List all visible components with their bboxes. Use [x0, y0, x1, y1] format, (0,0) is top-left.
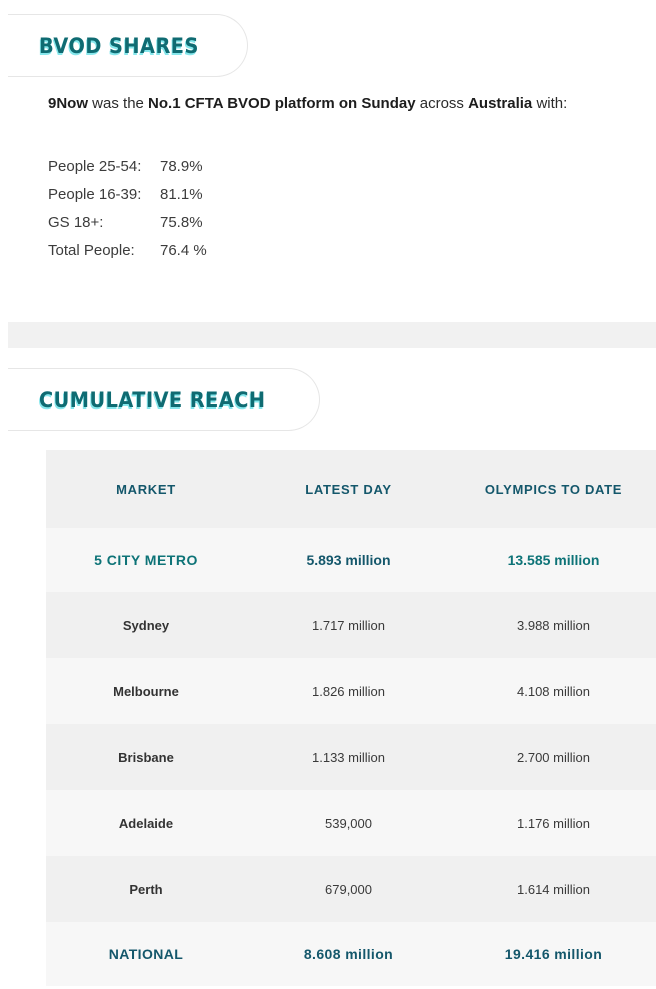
- cell-olympics-to-date-brisbane: 2.700 million: [451, 724, 656, 790]
- bvod-shares-section-tab: [0, 14, 248, 77]
- stat-label-gs-18-plus: GS 18+:: [48, 213, 104, 231]
- stat-label-people-16-39: People 16-39:: [48, 185, 142, 203]
- table-row: [46, 658, 656, 724]
- cumulative-reach-card: [8, 348, 656, 989]
- list-item: [48, 152, 207, 180]
- bvod-sentence-text-1: was the: [88, 95, 149, 112]
- cumulative-reach-table: [46, 450, 656, 986]
- cell-latest-day-perth: 679,000: [246, 856, 451, 922]
- cell-market-sydney: Sydney: [46, 592, 246, 658]
- cell-olympics-to-date-5-city-metro: 13.585 million: [451, 528, 656, 592]
- table-header-row: [46, 450, 656, 528]
- cell-market-national: NATIONAL: [46, 922, 246, 986]
- cell-latest-day-5-city-metro: 5.893 million: [246, 528, 451, 592]
- cell-market-5-city-metro: 5 CITY METRO: [46, 528, 246, 592]
- stat-value-gs-18-plus: 75.8%: [160, 213, 203, 231]
- table-row: [46, 724, 656, 790]
- column-header-olympics-to-date: OLYMPICS TO DATE: [451, 450, 656, 528]
- table-row: [46, 592, 656, 658]
- cell-olympics-to-date-adelaide: 1.176 million: [451, 790, 656, 856]
- cell-latest-day-sydney: 1.717 million: [246, 592, 451, 658]
- bvod-summary-sentence: [48, 94, 567, 114]
- bvod-sentence-claim: No.1 CFTA BVOD platform on Sunday: [148, 95, 416, 112]
- list-item: [48, 236, 207, 264]
- cell-olympics-to-date-sydney: 3.988 million: [451, 592, 656, 658]
- table-row: [46, 790, 656, 856]
- cell-latest-day-brisbane: 1.133 million: [246, 724, 451, 790]
- cell-market-perth: Perth: [46, 856, 246, 922]
- stat-label-people-25-54: People 25-54:: [48, 157, 142, 175]
- table-row: [46, 528, 656, 592]
- table-row: [46, 856, 656, 922]
- cell-latest-day-national: 8.608 million: [246, 922, 451, 986]
- bvod-sentence-region: Australia: [468, 95, 533, 112]
- left-gutter: [0, 0, 8, 989]
- stat-value-people-16-39: 81.1%: [160, 185, 203, 203]
- column-header-market: MARKET: [46, 450, 246, 528]
- stat-label-total-people: Total People:: [48, 241, 135, 259]
- cell-olympics-to-date-national: 19.416 million: [451, 922, 656, 986]
- list-item: [48, 180, 207, 208]
- cell-latest-day-adelaide: 539,000: [246, 790, 451, 856]
- cell-market-brisbane: Brisbane: [46, 724, 246, 790]
- stat-value-total-people: 76.4 %: [160, 241, 207, 259]
- cell-olympics-to-date-melbourne: 4.108 million: [451, 658, 656, 724]
- bvod-sentence-text-3: with:: [532, 95, 568, 112]
- cumulative-reach-title: CUMULATIVE REACH: [39, 387, 266, 412]
- cell-market-adelaide: Adelaide: [46, 790, 246, 856]
- cell-olympics-to-date-perth: 1.614 million: [451, 856, 656, 922]
- stat-value-people-25-54: 78.9%: [160, 157, 203, 175]
- column-header-latest-day: LATEST DAY: [246, 450, 451, 528]
- section-divider: [8, 322, 656, 348]
- table-row: [46, 922, 656, 986]
- cumulative-reach-section-tab: [0, 368, 320, 431]
- cell-market-melbourne: Melbourne: [46, 658, 246, 724]
- bvod-sentence-brand: 9Now: [48, 95, 89, 112]
- list-item: [48, 208, 207, 236]
- cell-latest-day-melbourne: 1.826 million: [246, 658, 451, 724]
- bvod-stats-list: [48, 152, 207, 264]
- bvod-shares-title: BVOD SHARES: [39, 33, 199, 58]
- bvod-sentence-text-2: across: [415, 95, 469, 112]
- bvod-shares-card: [8, 0, 656, 322]
